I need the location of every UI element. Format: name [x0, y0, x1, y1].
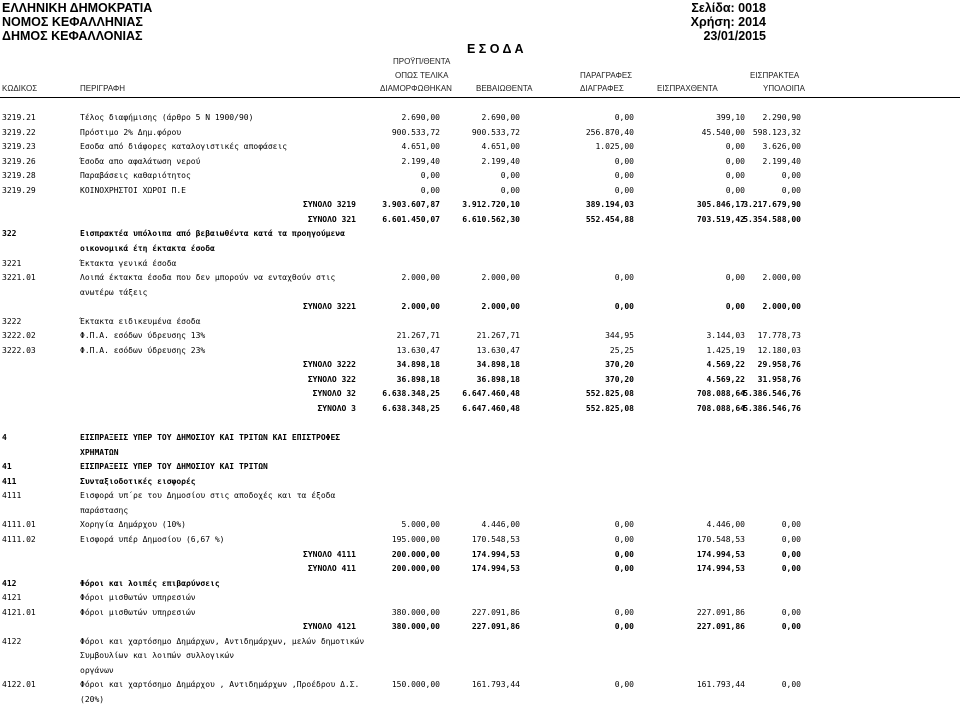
row-description: Φόροι και χαρτόσημο Δημάρχου , Αντιδημάρχων ,Προέδρου Δ.Σ.: [80, 680, 360, 689]
remaining-amount: 17.778,73: [757, 331, 801, 340]
certified-amount: 2.199,40: [481, 157, 520, 166]
row-description: ΕΙΣΠΡΑΞΕΙΣ ΥΠΕΡ ΤΟΥ ΔΗΜΟΣΙΟΥ ΚΑΙ ΤΡΙΤΩΝ: [80, 462, 268, 471]
page-number: Σελίδα: 0018: [691, 1, 766, 15]
certified-amount: 4.651,00: [481, 142, 520, 151]
collected-amount: 0,00: [725, 302, 745, 311]
total-label: ΣΥΝΟΛΟ 3221: [303, 302, 356, 311]
col-budget-line2: ΟΠΩΣ ΤΕΛΙΚΑ: [395, 71, 449, 80]
remaining-amount: 5.386.546,76: [743, 389, 801, 398]
row-description: οικονομικά έτη έκτακτα έσοδα: [80, 244, 215, 253]
certified-amount: 227.091,86: [471, 622, 520, 631]
certified-amount: 174.994,53: [471, 564, 520, 573]
col-code: ΚΩΔΙΚΟΣ: [2, 84, 38, 93]
row-description: Εσοδα από διάφορες καταλογιστικές αποφάσεις: [80, 142, 288, 151]
row-description: Φ.Π.Α. εσόδων ύδρευσης 23%: [80, 346, 206, 355]
col-certified: ΒΕΒΑΙΩΘΕΝΤΑ: [476, 84, 533, 93]
total-label: ΣΥΝΟΛΟ 411: [307, 564, 356, 573]
remaining-amount: 12.180,03: [757, 346, 801, 355]
budget-amount: 13.630,47: [396, 346, 440, 355]
row-description: Εισφορά υπέρ Δημοσίου (6,67 %): [80, 535, 225, 544]
total-label: ΣΥΝΟΛΟ 322: [307, 375, 356, 384]
col-budget-line3: ΔΙΑΜΟΡΦΩΘΗΚΑΝ: [380, 84, 452, 93]
collected-amount: 4.446,00: [706, 520, 745, 529]
remaining-amount: 0,00: [781, 608, 801, 617]
written-off-amount: 0,00: [614, 157, 634, 166]
col-recovered-line2: ΔΙΑΓΡΑΦΕΣ: [580, 84, 624, 93]
table-row: [0, 533, 960, 547]
certified-amount: 900.533,72: [471, 128, 520, 137]
written-off-amount: 0,00: [614, 113, 634, 122]
table-row: [0, 460, 960, 474]
total-row: [0, 562, 960, 576]
written-off-amount: 344,95: [605, 331, 634, 340]
row-code: 4111.02: [2, 535, 36, 544]
budget-amount: 150.000,00: [391, 680, 440, 689]
budget-amount: 6.638.348,25: [382, 404, 440, 413]
table-row: [0, 475, 960, 489]
col-remaining-line2: ΥΠΟΛΟΙΠΑ: [763, 84, 805, 93]
written-off-amount: 0,00: [614, 680, 634, 689]
row-code: 3222.03: [2, 346, 36, 355]
row-description: ανωτέρω τάξεις: [80, 288, 148, 297]
certified-amount: 4.446,00: [481, 520, 520, 529]
fiscal-year: Χρήση: 2014: [690, 15, 766, 29]
row-description: Φόροι μισθωτών υπηρεσιών: [80, 608, 196, 617]
row-description: (20%): [80, 695, 105, 704]
col-remaining-line1: ΕΙΣΠΡΑΚΤΕΑ: [750, 71, 800, 80]
certified-amount: 0,00: [500, 186, 520, 195]
remaining-amount: 5.386.546,76: [743, 404, 801, 413]
collected-amount: 45.540,00: [701, 128, 745, 137]
budget-amount: 195.000,00: [391, 535, 440, 544]
collected-amount: 305.846,17: [696, 200, 745, 209]
certified-amount: 0,00: [500, 171, 520, 180]
col-budget-line1: ΠΡΟΫΠ/ΘΕΝΤΑ: [393, 57, 451, 66]
budget-amount: 200.000,00: [391, 550, 440, 559]
table-row: [0, 635, 960, 649]
written-off-amount: 0,00: [614, 608, 634, 617]
section-gap: [0, 417, 960, 431]
table-row: [0, 257, 960, 271]
total-label: ΣΥΝΟΛΟ 3: [317, 404, 356, 413]
certified-amount: 6.647.460,48: [462, 404, 520, 413]
table-row: [0, 329, 960, 343]
report-date: 23/01/2015: [703, 29, 766, 43]
row-code: 3221.01: [2, 273, 36, 282]
table-row: [0, 577, 960, 591]
collected-amount: 4.569,22: [706, 360, 745, 369]
total-row: [0, 548, 960, 562]
table-row: [0, 693, 960, 707]
budget-amount: 3.903.607,87: [382, 200, 440, 209]
budget-amount: 2.690,00: [401, 113, 440, 122]
total-label: ΣΥΝΟΛΟ 32: [312, 389, 356, 398]
collected-amount: 1.425,19: [706, 346, 745, 355]
written-off-amount: 552.825,08: [585, 404, 634, 413]
row-description: Φόροι και χαρτόσημο Δημάρχων, Αντιδημάρχων, μελών δημοτικών: [80, 637, 365, 646]
table-row: [0, 111, 960, 125]
total-row: [0, 358, 960, 372]
row-description: ΕΙΣΠΡΑΞΕΙΣ ΥΠΕΡ ΤΟΥ ΔΗΜΟΣΙΟΥ ΚΑΙ ΤΡΙΤΩΝ ΚΑΙ ΕΠΙΣΤΡΟΦΕΣ: [80, 433, 341, 442]
row-code: 3222.02: [2, 331, 36, 340]
collected-amount: 0,00: [725, 157, 745, 166]
table-row: [0, 286, 960, 300]
budget-amount: 380.000,00: [391, 622, 440, 631]
remaining-amount: 0,00: [781, 520, 801, 529]
row-description: Εισφορά υπ΄ρε του Δημοσίου στις αποδοχές και τα έξοδα: [80, 491, 336, 500]
row-code: 3219.29: [2, 186, 36, 195]
row-code: 412: [2, 579, 17, 588]
table-row: [0, 227, 960, 241]
remaining-amount: 3.626,00: [762, 142, 801, 151]
row-code: 4121.01: [2, 608, 36, 617]
written-off-amount: 370,20: [605, 375, 634, 384]
total-row: [0, 213, 960, 227]
col-description: ΠΕΡΙΓΡΑΦΗ: [80, 84, 126, 93]
budget-amount: 0,00: [420, 186, 440, 195]
row-description: Πρόστιμο 2% Δημ.φόρου: [80, 128, 182, 137]
row-description: Συνταξιοδοτικές εισφορές: [80, 477, 196, 486]
table-row: [0, 446, 960, 460]
row-description: Έκτακτα ειδικευμένα έσοδα: [80, 317, 201, 326]
country-title: ΕΛΛΗΝΙΚΗ ΔΗΜΟΚΡΑΤΙΑ: [2, 1, 153, 15]
collected-amount: 399,10: [716, 113, 745, 122]
certified-amount: 227.091,86: [471, 608, 520, 617]
certified-amount: 13.630,47: [476, 346, 520, 355]
total-label: ΣΥΝΟΛΟ 4121: [303, 622, 356, 631]
remaining-amount: 2.000,00: [762, 302, 801, 311]
certified-amount: 6.647.460,48: [462, 389, 520, 398]
collected-amount: 4.569,22: [706, 375, 745, 384]
row-description: οργάνων: [80, 666, 114, 675]
remaining-amount: 29.958,76: [757, 360, 801, 369]
table-row: [0, 169, 960, 183]
budget-amount: 0,00: [420, 171, 440, 180]
table-row: [0, 664, 960, 678]
collected-amount: 227.091,86: [696, 608, 745, 617]
budget-amount: 200.000,00: [391, 564, 440, 573]
row-code: 4: [2, 433, 7, 442]
row-code: 3219.23: [2, 142, 36, 151]
collected-amount: 170.548,53: [696, 535, 745, 544]
row-description: παράστασης: [80, 506, 129, 515]
budget-amount: 2.199,40: [401, 157, 440, 166]
budget-amount: 34.898,18: [396, 360, 440, 369]
collected-amount: 0,00: [725, 171, 745, 180]
table-row: [0, 155, 960, 169]
remaining-amount: 5.354.588,00: [743, 215, 801, 224]
row-code: 3219.28: [2, 171, 36, 180]
written-off-amount: 0,00: [614, 535, 634, 544]
row-code: 3222: [2, 317, 22, 326]
row-code: 41: [2, 462, 12, 471]
remaining-amount: 2.199,40: [762, 157, 801, 166]
written-off-amount: 0,00: [614, 550, 634, 559]
table-row: [0, 591, 960, 605]
table-row: [0, 126, 960, 140]
budget-amount: 6.638.348,25: [382, 389, 440, 398]
row-description: ΚΟΙΝΟΧΡΗΣΤΟΙ ΧΩΡΟΙ Π.Ε: [80, 186, 186, 195]
collected-amount: 0,00: [725, 273, 745, 282]
table-row: [0, 315, 960, 329]
collected-amount: 3.144,03: [706, 331, 745, 340]
budget-amount: 2.000,00: [401, 273, 440, 282]
table-row: [0, 140, 960, 154]
certified-amount: 6.610.562,30: [462, 215, 520, 224]
collected-amount: 161.793,44: [696, 680, 745, 689]
total-label: ΣΥΝΟΛΟ 4111: [303, 550, 356, 559]
collected-amount: 227.091,86: [696, 622, 745, 631]
certified-amount: 21.267,71: [476, 331, 520, 340]
prefecture-title: ΝΟΜΟΣ ΚΕΦΑΛΛΗΝΙΑΣ: [2, 15, 143, 29]
total-row: [0, 620, 960, 634]
row-description: Φόροι και λοιπές επιβαρύνσεις: [80, 579, 220, 588]
written-off-amount: 552.825,08: [585, 389, 634, 398]
row-code: 322: [2, 229, 17, 238]
remaining-amount: 2.000,00: [762, 273, 801, 282]
remaining-amount: 0,00: [781, 564, 801, 573]
remaining-amount: 31.958,76: [757, 375, 801, 384]
remaining-amount: 598.123,32: [752, 128, 801, 137]
written-off-amount: 0,00: [614, 622, 634, 631]
row-code: 411: [2, 477, 17, 486]
row-description: Εισπρακτέα υπόλοιπα από βεβαιωθέντα κατά τα προηγούμενα: [80, 229, 345, 238]
table-row: [0, 344, 960, 358]
row-code: 3219.21: [2, 113, 36, 122]
written-off-amount: 370,20: [605, 360, 634, 369]
collected-amount: 174.994,53: [696, 564, 745, 573]
row-code: 3219.22: [2, 128, 36, 137]
row-code: 4111.01: [2, 520, 36, 529]
remaining-amount: 0,00: [781, 171, 801, 180]
budget-amount: 6.601.450,07: [382, 215, 440, 224]
total-row: [0, 387, 960, 401]
collected-amount: 0,00: [725, 186, 745, 195]
municipality-title: ΔΗΜΟΣ ΚΕΦΑΛΛΟΝΙΑΣ: [2, 29, 143, 43]
remaining-amount: 2.290,90: [762, 113, 801, 122]
certified-amount: 34.898,18: [476, 360, 520, 369]
collected-amount: 708.088,64: [696, 389, 745, 398]
row-code: 4122.01: [2, 680, 36, 689]
remaining-amount: 0,00: [781, 186, 801, 195]
report-title: Ε Σ Ο Δ Α: [467, 42, 524, 56]
certified-amount: 3.912.720,10: [462, 200, 520, 209]
table-row: [0, 649, 960, 663]
remaining-amount: 0,00: [781, 622, 801, 631]
collected-amount: 703.519,42: [696, 215, 745, 224]
written-off-amount: 389.194,03: [585, 200, 634, 209]
budget-amount: 4.651,00: [401, 142, 440, 151]
row-description: Έσοδα απο αφαλάτωση νερού: [80, 157, 201, 166]
budget-amount: 36.898,18: [396, 375, 440, 384]
certified-amount: 170.548,53: [471, 535, 520, 544]
row-description: Έκτακτα γενικά έσοδα: [80, 259, 177, 268]
budget-amount: 5.000,00: [401, 520, 440, 529]
written-off-amount: 0,00: [614, 564, 634, 573]
remaining-amount: 0,00: [781, 550, 801, 559]
written-off-amount: 0,00: [614, 273, 634, 282]
col-collected: ΕΙΣΠΡΑΧΘΕΝΤΑ: [657, 84, 718, 93]
row-description: ΧΡΗΜΑΤΩΝ: [80, 448, 119, 457]
table-row: [0, 518, 960, 532]
row-description: Λοιπά έκτακτα έσοδα που δεν μπορούν να ενταχθούν στις: [80, 273, 336, 282]
collected-amount: 708.088,64: [696, 404, 745, 413]
collected-amount: 174.994,53: [696, 550, 745, 559]
total-row: [0, 373, 960, 387]
certified-amount: 174.994,53: [471, 550, 520, 559]
collected-amount: 0,00: [725, 142, 745, 151]
certified-amount: 2.690,00: [481, 113, 520, 122]
total-label: ΣΥΝΟΛΟ 3222: [303, 360, 356, 369]
written-off-amount: 1.025,00: [595, 142, 634, 151]
table-row: [0, 489, 960, 503]
total-row: [0, 300, 960, 314]
certified-amount: 2.000,00: [481, 273, 520, 282]
total-row: [0, 402, 960, 416]
written-off-amount: 0,00: [614, 302, 634, 311]
written-off-amount: 552.454,88: [585, 215, 634, 224]
row-description: Φ.Π.Α. εσόδων ύδρευσης 13%: [80, 331, 206, 340]
written-off-amount: 25,25: [609, 346, 634, 355]
budget-amount: 21.267,71: [396, 331, 440, 340]
total-label: ΣΥΝΟΛΟ 3219: [303, 200, 356, 209]
budget-amount: 380.000,00: [391, 608, 440, 617]
budget-amount: 2.000,00: [401, 302, 440, 311]
row-description: Τέλος διαφήμισης (άρθρο 5 Ν 1900/90): [80, 113, 254, 122]
table-row: [0, 431, 960, 445]
budget-amount: 900.533,72: [391, 128, 440, 137]
remaining-amount: 3.217.679,90: [743, 200, 801, 209]
table-row: [0, 606, 960, 620]
table-row: [0, 184, 960, 198]
certified-amount: 36.898,18: [476, 375, 520, 384]
row-description: Χορηγία Δημάρχου (10%): [80, 520, 186, 529]
written-off-amount: 256.870,40: [585, 128, 634, 137]
written-off-amount: 0,00: [614, 186, 634, 195]
certified-amount: 2.000,00: [481, 302, 520, 311]
row-code: 4121: [2, 593, 22, 602]
row-code: 3221: [2, 259, 22, 268]
remaining-amount: 0,00: [781, 680, 801, 689]
row-code: 3219.26: [2, 157, 36, 166]
total-row: [0, 198, 960, 212]
table-row: [0, 504, 960, 518]
table-row: [0, 271, 960, 285]
row-description: Παραβάσεις καθαριότητος: [80, 171, 191, 180]
row-code: 4122: [2, 637, 22, 646]
row-description: Φόροι μισθωτών υπηρεσιών: [80, 593, 196, 602]
written-off-amount: 0,00: [614, 520, 634, 529]
col-recovered-line1: ΠΑΡΑΓΡΑΦΕΣ: [580, 71, 633, 80]
table-row: [0, 242, 960, 256]
remaining-amount: 0,00: [781, 535, 801, 544]
header-divider: [0, 97, 960, 98]
table-row: [0, 678, 960, 692]
row-code: 4111: [2, 491, 22, 500]
certified-amount: 161.793,44: [471, 680, 520, 689]
total-label: ΣΥΝΟΛΟ 321: [307, 215, 356, 224]
written-off-amount: 0,00: [614, 171, 634, 180]
row-description: Συμβουλίων και λοιπών συλλογικών: [80, 651, 235, 660]
